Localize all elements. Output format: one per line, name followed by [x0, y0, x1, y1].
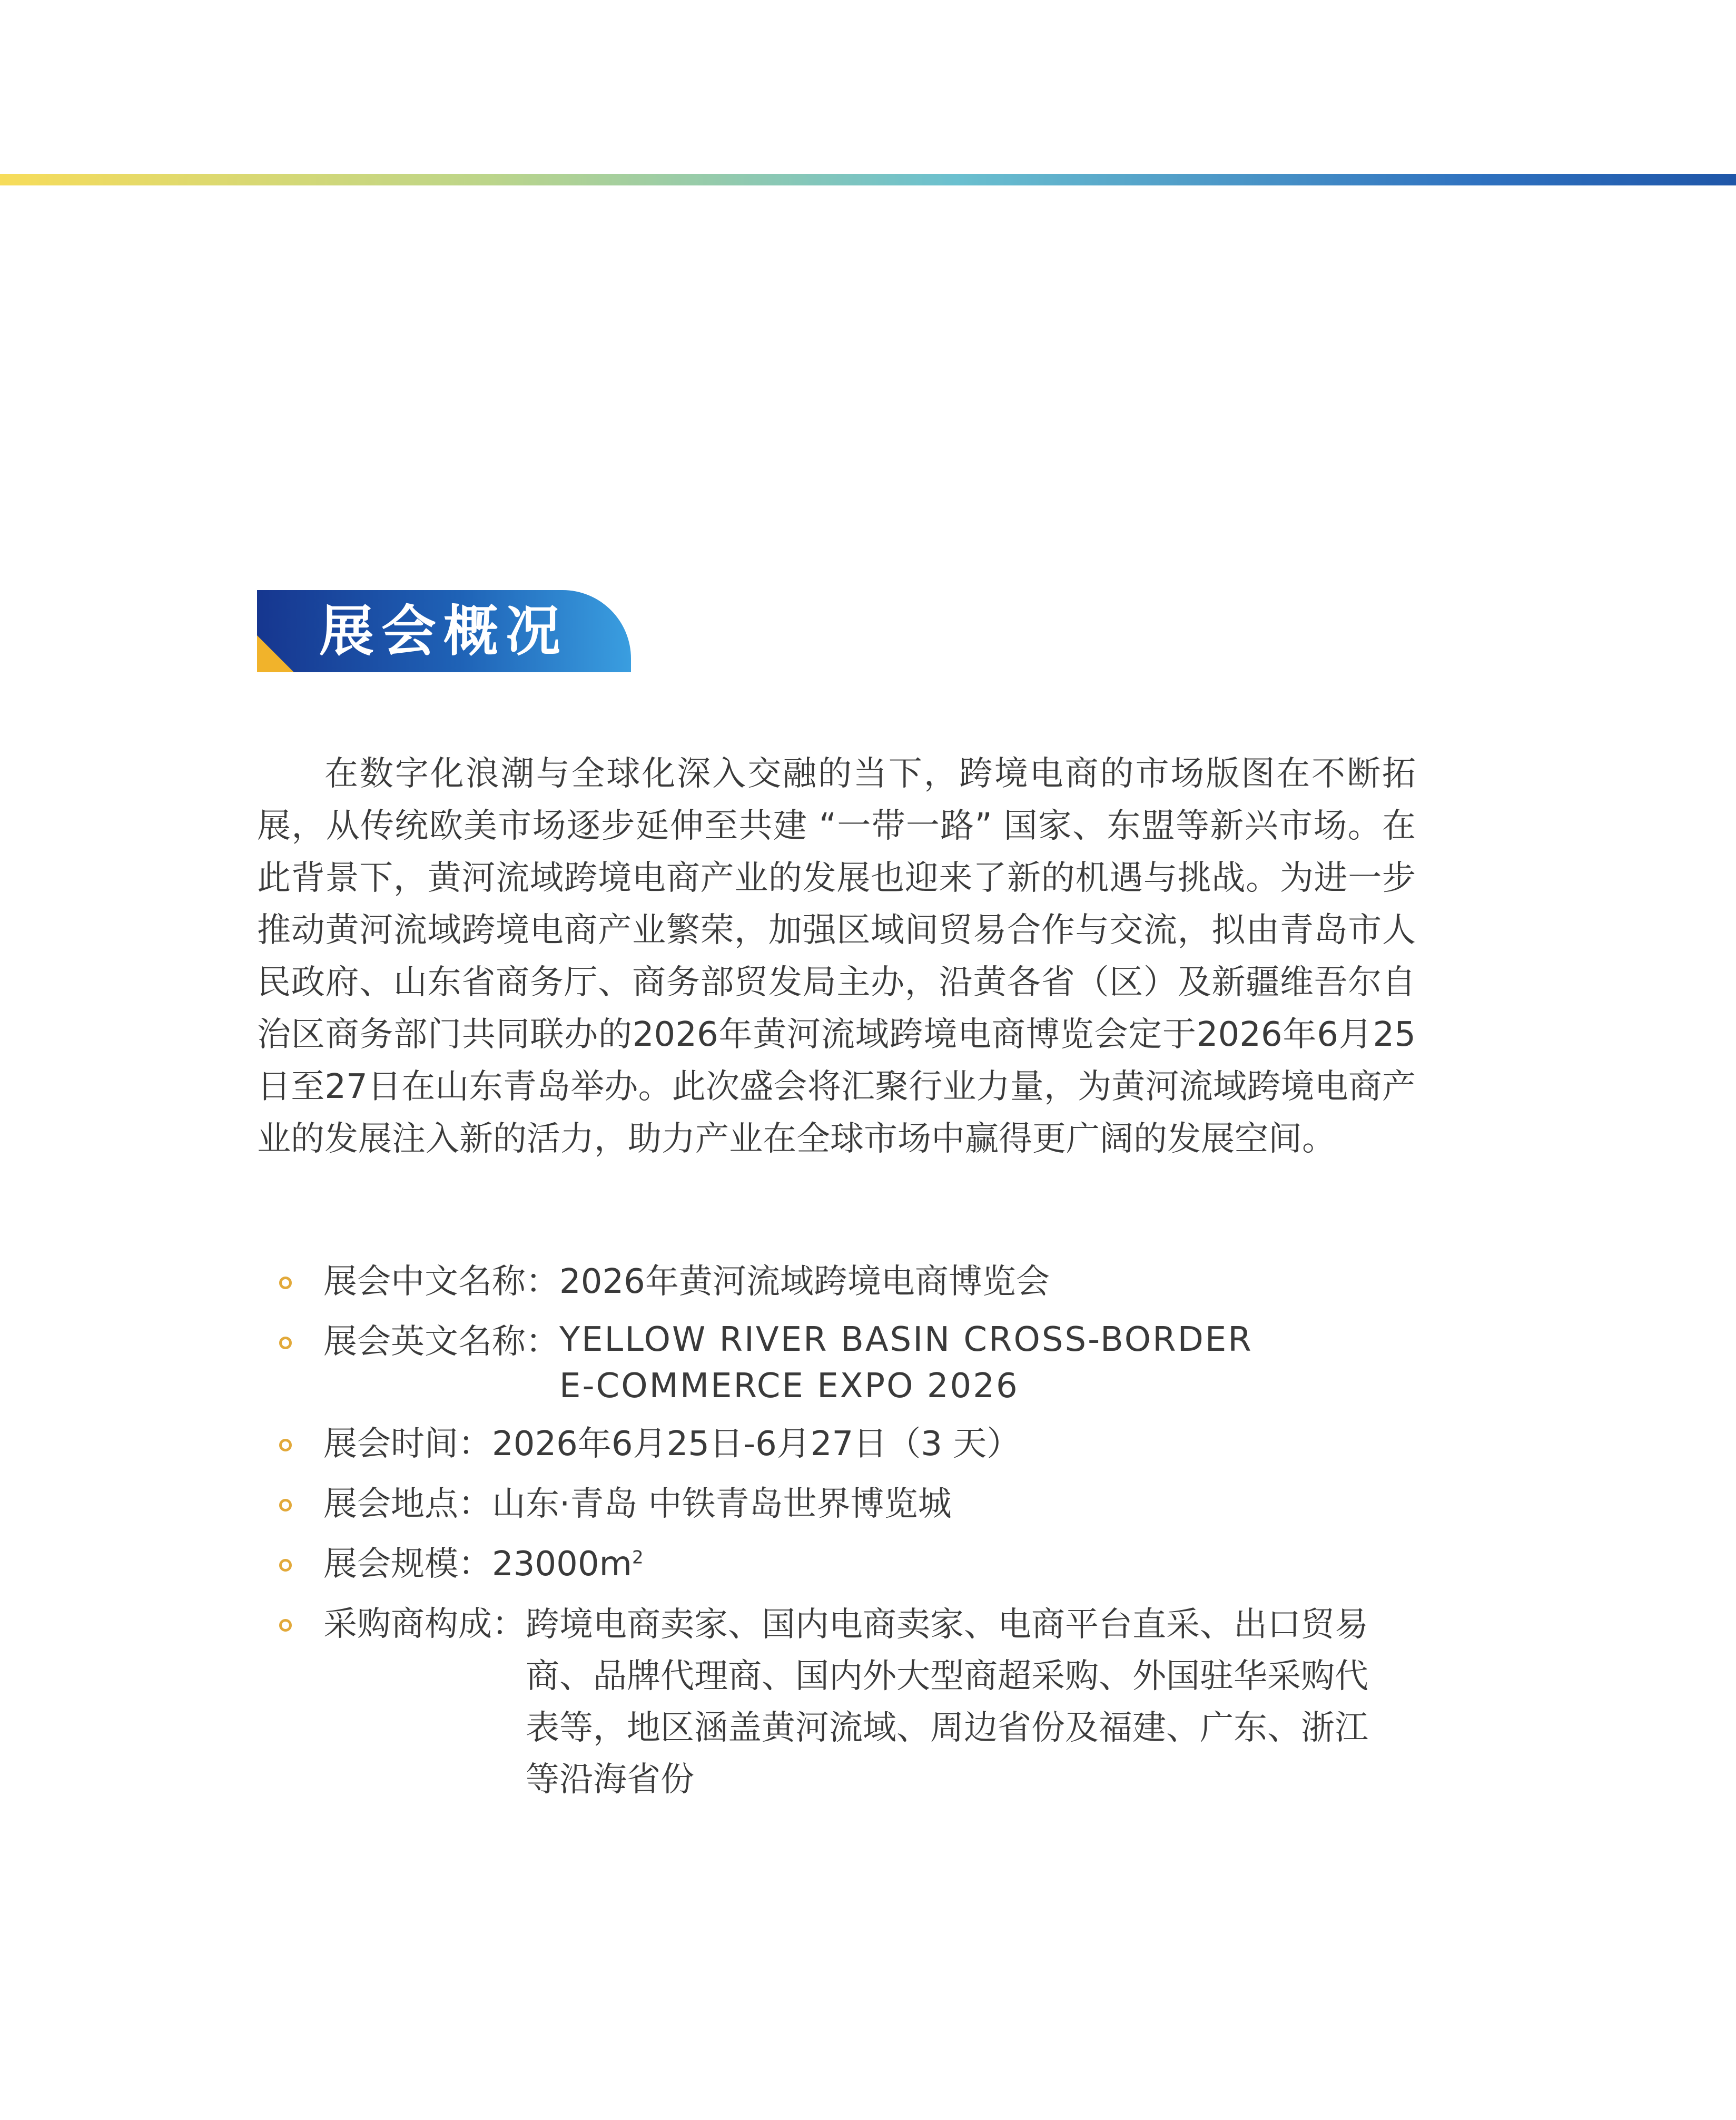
detail-name-en [279, 1317, 1438, 1409]
detail-location [279, 1479, 1438, 1529]
detail-label: 展会地点： [323, 1485, 492, 1524]
detail-label: 展会规模： [323, 1545, 492, 1584]
detail-buyers [279, 1599, 1438, 1805]
detail-value [492, 1539, 644, 1589]
detail-value: 2026年黄河流域跨境电商博览会 [559, 1262, 1050, 1301]
detail-time [279, 1419, 1438, 1469]
detail-value [526, 1599, 1432, 1805]
detail-value: 山东·青岛 中铁青岛世界博览城 [492, 1485, 952, 1524]
detail-label: 展会中文名称： [323, 1262, 559, 1301]
detail-label: 展会英文名称： [323, 1322, 559, 1361]
intro-paragraph: 在数字化浪潮与全球化深入交融的当下，跨境电商的市场版图在不断拓展，从传统欧美市场逐步延伸至共建 “一带一路” 国家、东盟等新兴市场。在此背景下，黄河流域跨境电商产业的发展也迎来了新的机遇与挑战。为进一步推动黄河流域跨境电商产业繁荣，加强区域间贸易合作与交流，拟由青岛市人民政府、山东省商务厅、商务部贸发局主办，沿黄各省（区）及新疆维吾尔自治区商务部门共同联办的2026年黄河流域跨境电商博览会定于2026年6月25日至27日在山东青岛举办。此次盛会将汇聚行业力量，为黄河流域跨境电商产业的发展注入新的活力，助力产业在全球市场中赢得更广阔的发展空间。 [257, 754, 1416, 1159]
section-heading-accent [257, 635, 294, 672]
bullet-icon [279, 1337, 292, 1349]
top-gradient-bar [0, 174, 1736, 185]
detail-value-line: YELLOW RIVER BASIN CROSS-BORDER [559, 1320, 1253, 1359]
section-heading [257, 590, 631, 672]
detail-value [559, 1317, 1253, 1409]
detail-value-line: 商、品牌代理商、国内外大型商超采购、外国驻华采购代 [526, 1657, 1368, 1696]
detail-value-line: 跨境电商卖家、国内电商卖家、电商平台直采、出口贸易 [526, 1605, 1368, 1644]
detail-value-line: 等沿海省份 [526, 1760, 694, 1799]
bullet-icon [279, 1499, 292, 1512]
detail-label: 展会时间： [323, 1425, 492, 1464]
expo-details-list [279, 1257, 1438, 1815]
section-title: 展会概况 [319, 599, 568, 663]
scale-number: 23000m [492, 1545, 632, 1584]
scale-superscript: 2 [632, 1547, 644, 1568]
bullet-icon [279, 1439, 292, 1451]
detail-value-line: E-COMMERCE EXPO 2026 [559, 1367, 1019, 1406]
bullet-icon [279, 1619, 292, 1632]
detail-value: 2026年6月25日-6月27日（3 天） [492, 1425, 1021, 1464]
detail-scale [279, 1539, 1438, 1589]
detail-name-cn [279, 1257, 1438, 1307]
detail-value-line: 表等，地区涵盖黄河流域、周边省份及福建、广东、浙江 [526, 1709, 1368, 1748]
bullet-icon [279, 1559, 292, 1572]
detail-label: 采购商构成： [323, 1605, 526, 1644]
bullet-icon [279, 1277, 292, 1289]
